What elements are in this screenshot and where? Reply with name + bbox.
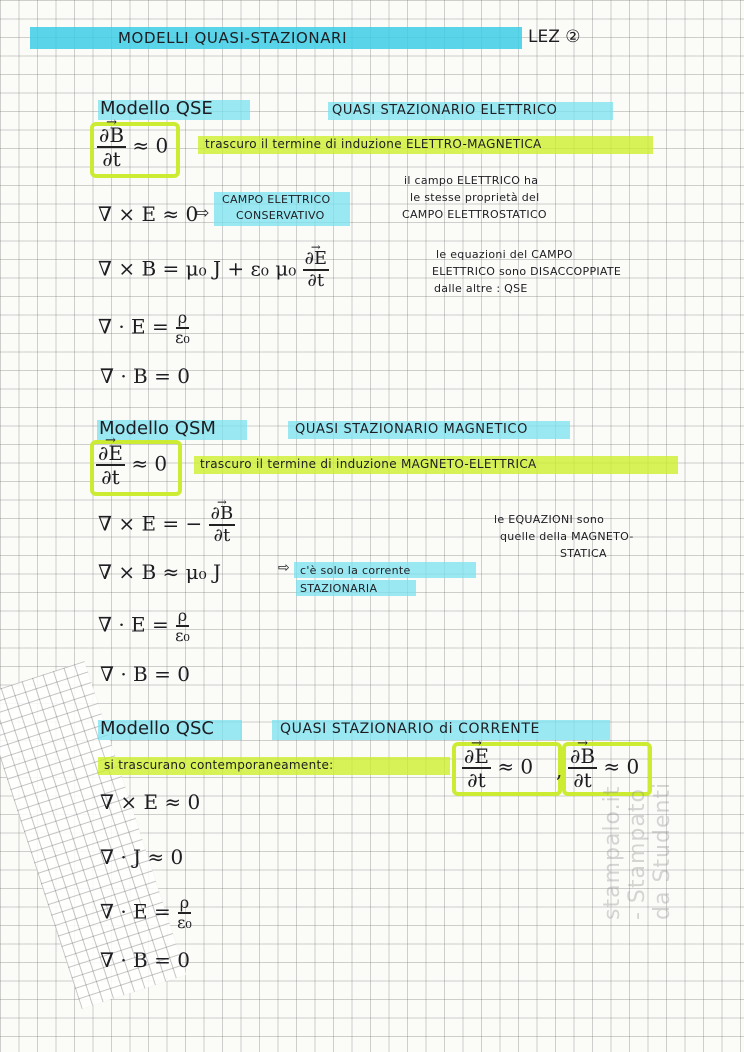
qsc-eq-curl-e: ∇ × E ≈ 0: [100, 790, 201, 814]
qsc-separator: ,: [556, 758, 563, 782]
implies-arrow-icon: ⇨: [278, 560, 290, 576]
qsc-assumption-2: → $\frac{\partial B}{\partial t}$ ≈ 0: [568, 746, 639, 790]
qse-eq-div-e: ∇ · E = $\frac{\rho}{\text{ε₀}}$: [98, 308, 190, 347]
qsm-full-name: QUASI STAZIONARIO MAGNETICO: [295, 422, 528, 437]
qsm-eq2-note-2: STAZIONARIA: [300, 582, 378, 595]
qsm-model-name: Modello QSM: [99, 418, 216, 439]
qse-eq-curl-e: ∇ × E ≈ 0: [98, 202, 199, 226]
qse-full-name: QUASI STAZIONARIO ELETTRICO: [332, 103, 558, 118]
qse-eq1-note-2: CONSERVATIVO: [236, 209, 325, 222]
qse-assumption-note: trascuro il termine di induzione ELETTRO-MAGNETICA: [205, 137, 542, 151]
qsc-eq-div-e: ∇ · E = $\frac{\rho}{\text{ε₀}}$: [100, 893, 192, 932]
qsm-side-note-1c: STATICA: [560, 547, 607, 560]
qsm-eq-curl-b: ∇ × B ≈ μ₀ J: [98, 560, 221, 584]
qsm-eq-curl-e: ∇ × E = − → $\frac{\partial B}{\partial t}$: [98, 505, 235, 545]
qse-eq1-note-1: CAMPO ELETTRICO: [222, 193, 331, 206]
qse-side-note-1c: CAMPO ELETTROSTATICO: [402, 208, 547, 221]
qse-assumption: → $\frac{\partial B}{\partial t}$ ≈ 0: [97, 125, 168, 169]
qsc-assumption-note: si trascurano contemporaneamente:: [104, 758, 334, 772]
page-title: MODELLI QUASI-STAZIONARI: [118, 29, 348, 47]
qsm-assumption-note: trascuro il termine di induzione MAGNETO-ELETTRICA: [200, 457, 537, 471]
qsc-assumption-1: → $\frac{\partial E}{\partial t}$ ≈ 0: [462, 746, 533, 790]
qsm-eq2-note-1: c'è solo la corrente: [300, 564, 411, 577]
qse-model-name: Modello QSE: [100, 98, 213, 119]
implies-arrow-icon: ⇨: [196, 203, 210, 222]
qsc-eq-div-b: ∇ · B = 0: [100, 948, 190, 972]
lecture-label: LEZ ②: [528, 27, 581, 47]
qsc-full-name: QUASI STAZIONARIO di CORRENTE: [280, 721, 540, 737]
qsm-assumption: → $\frac{\partial E}{\partial t}$ ≈ 0: [96, 443, 167, 487]
qse-side-note-1a: il campo ELETTRICO ha: [404, 174, 539, 187]
qse-side-note-2c: dalle altre : QSE: [434, 282, 528, 295]
qse-side-note-2a: le equazioni del CAMPO: [436, 248, 573, 261]
qsm-side-note-1a: le EQUAZIONI sono: [494, 513, 605, 526]
qsm-side-note-1b: quelle della MAGNETO-: [500, 530, 634, 543]
qsc-eq-div-j: ∇ · J ≈ 0: [100, 845, 184, 869]
qsm-eq-div-e: ∇ · E = $\frac{\rho}{\text{ε₀}}$: [98, 606, 190, 645]
watermark: stampalo.it - Stampato da Studenti: [600, 781, 675, 920]
qse-eq-curl-b: ∇ × B = μ₀ J + ε₀ μ₀ → $\frac{\partial E}{\partial t}$: [98, 250, 329, 290]
qse-side-note-2b: ELETTRICO sono DISACCOPPIATE: [432, 265, 622, 278]
qsc-model-name: Modello QSC: [100, 718, 214, 739]
qse-eq-div-b: ∇ · B = 0: [100, 364, 190, 388]
qse-side-note-1b: le stesse proprietà del: [410, 191, 540, 204]
qsm-eq-div-b: ∇ · B = 0: [100, 662, 190, 686]
